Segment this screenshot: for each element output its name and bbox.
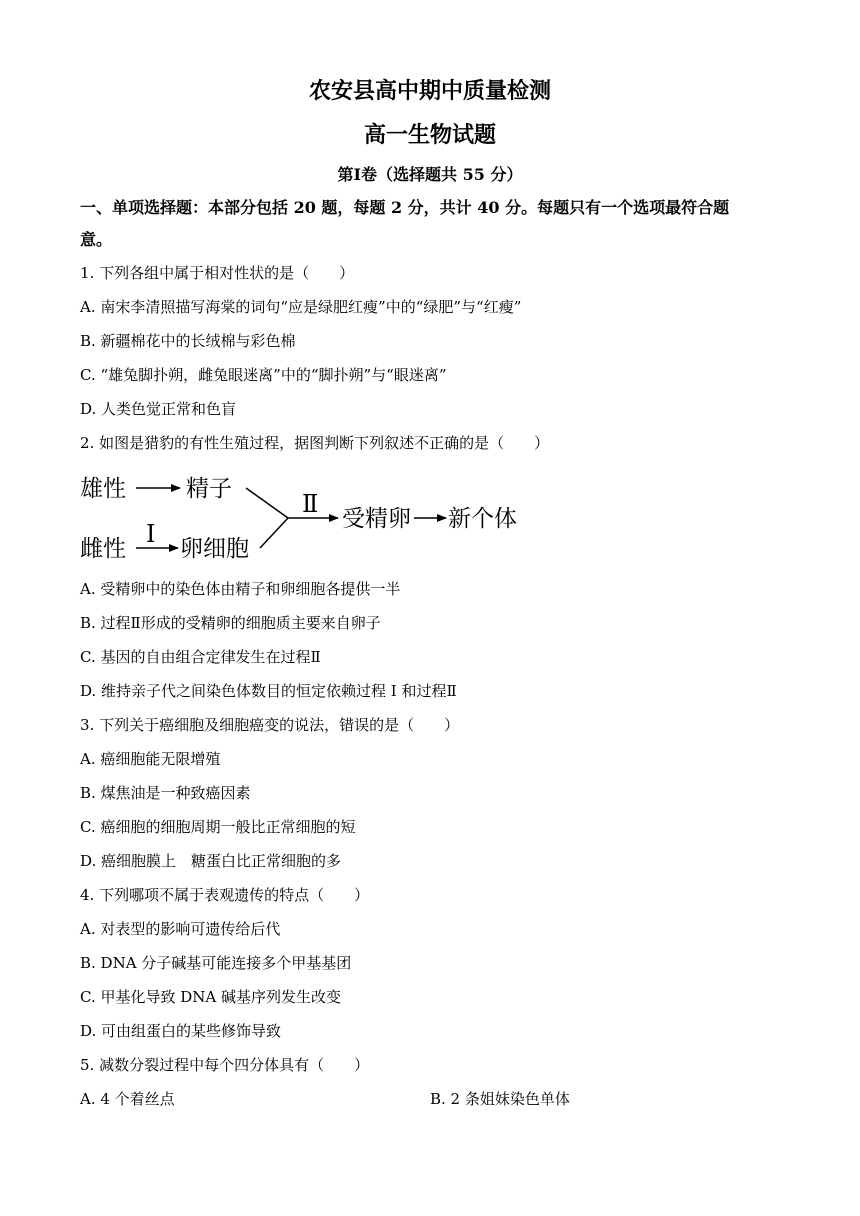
diagram-female: 雌性 (80, 536, 126, 562)
question-4-option-b: B. DNA 分子碱基可能连接多个甲基基团 (80, 954, 352, 972)
question-2-stem: 2. 如图是猎豹的有性生殖过程，据图判断下列叙述不正确的是（ ） (80, 434, 550, 452)
diagram-new-individual: 新个体 (448, 506, 517, 532)
question-2-option-a: A. 受精卵中的染色体由精子和卵细胞各提供一半 (80, 580, 401, 598)
section-instructions (80, 192, 780, 256)
question-5-stem: 5. 减数分裂过程中每个四分体具有（ ） (80, 1056, 370, 1074)
question-4-option-c: C. 甲基化导致 DNA 碱基序列发生改变 (80, 988, 341, 1006)
question-5-option-a: A. 4 个着丝点 (80, 1090, 175, 1108)
part-heading: 第Ⅰ卷（选择题共 55 分） (337, 165, 523, 184)
question-1-option-c: C. “雄兔脚扑朔，雌兔眼迷离”中的“脚扑朔”与“眼迷离” (80, 366, 447, 384)
diagram-process-2-label: Ⅱ (302, 490, 319, 518)
section-instructions-line2: 意。 (80, 230, 113, 249)
question-2-option-d: D. 维持亲子代之间染色体数目的恒定依赖过程 I 和过程Ⅱ (80, 682, 457, 700)
diagram-male: 雄性 (80, 476, 126, 502)
diagram-line-egg-join (260, 518, 288, 548)
diagram-line-sperm-join (246, 488, 288, 518)
question-3-option-d: D. 癌细胞膜上 糖蛋白比正常细胞的多 (80, 852, 342, 870)
question-4-option-d: D. 可由组蛋白的某些修饰导致 (80, 1022, 282, 1040)
question-4-option-a: A. 对表型的影响可遗传给后代 (80, 920, 281, 938)
diagram-egg-cell: 卵细胞 (180, 536, 249, 562)
diagram-process-1-label: I (146, 520, 156, 548)
question-3-option-a: A. 癌细胞能无限增殖 (80, 750, 221, 768)
question-3-option-c: C. 癌细胞的细胞周期一般比正常细胞的短 (80, 818, 356, 836)
reproduction-diagram (76, 462, 536, 572)
exam-title: 农安县高中期中质量检测 (308, 78, 551, 104)
question-1-option-d: D. 人类色觉正常和色盲 (80, 400, 237, 418)
question-5-option-b: B. 2 条姐妹染色单体 (430, 1090, 570, 1108)
question-4-stem: 4. 下列哪项不属于表观遗传的特点（ ） (80, 886, 370, 904)
question-2-option-c: C. 基因的自由组合定律发生在过程Ⅱ (80, 648, 321, 666)
question-3-stem: 3. 下列关于癌细胞及细胞癌变的说法，错误的是（ ） (80, 716, 460, 734)
exam-subtitle: 高一生物试题 (363, 122, 496, 148)
question-1-option-a: A. 南宋李清照描写海棠的词句“应是绿肥红瘦”中的“绿肥”与“红瘦” (80, 298, 522, 316)
diagram-sperm: 精子 (186, 476, 232, 502)
section-instructions-line1: 一、单项选择题：本部分包括 20 题，每题 2 分，共计 40 分。每题只有一个选项最符合题 (80, 198, 730, 217)
diagram-zygote: 受精卵 (342, 506, 411, 532)
question-2-option-b: B. 过程Ⅱ形成的受精卵的细胞质主要来自卵子 (80, 614, 381, 632)
question-1-stem: 1. 下列各组中属于相对性状的是（ ） (80, 264, 355, 282)
question-1-option-b: B. 新疆棉花中的长绒棉与彩色棉 (80, 332, 296, 350)
question-3-option-b: B. 煤焦油是一种致癌因素 (80, 784, 251, 802)
